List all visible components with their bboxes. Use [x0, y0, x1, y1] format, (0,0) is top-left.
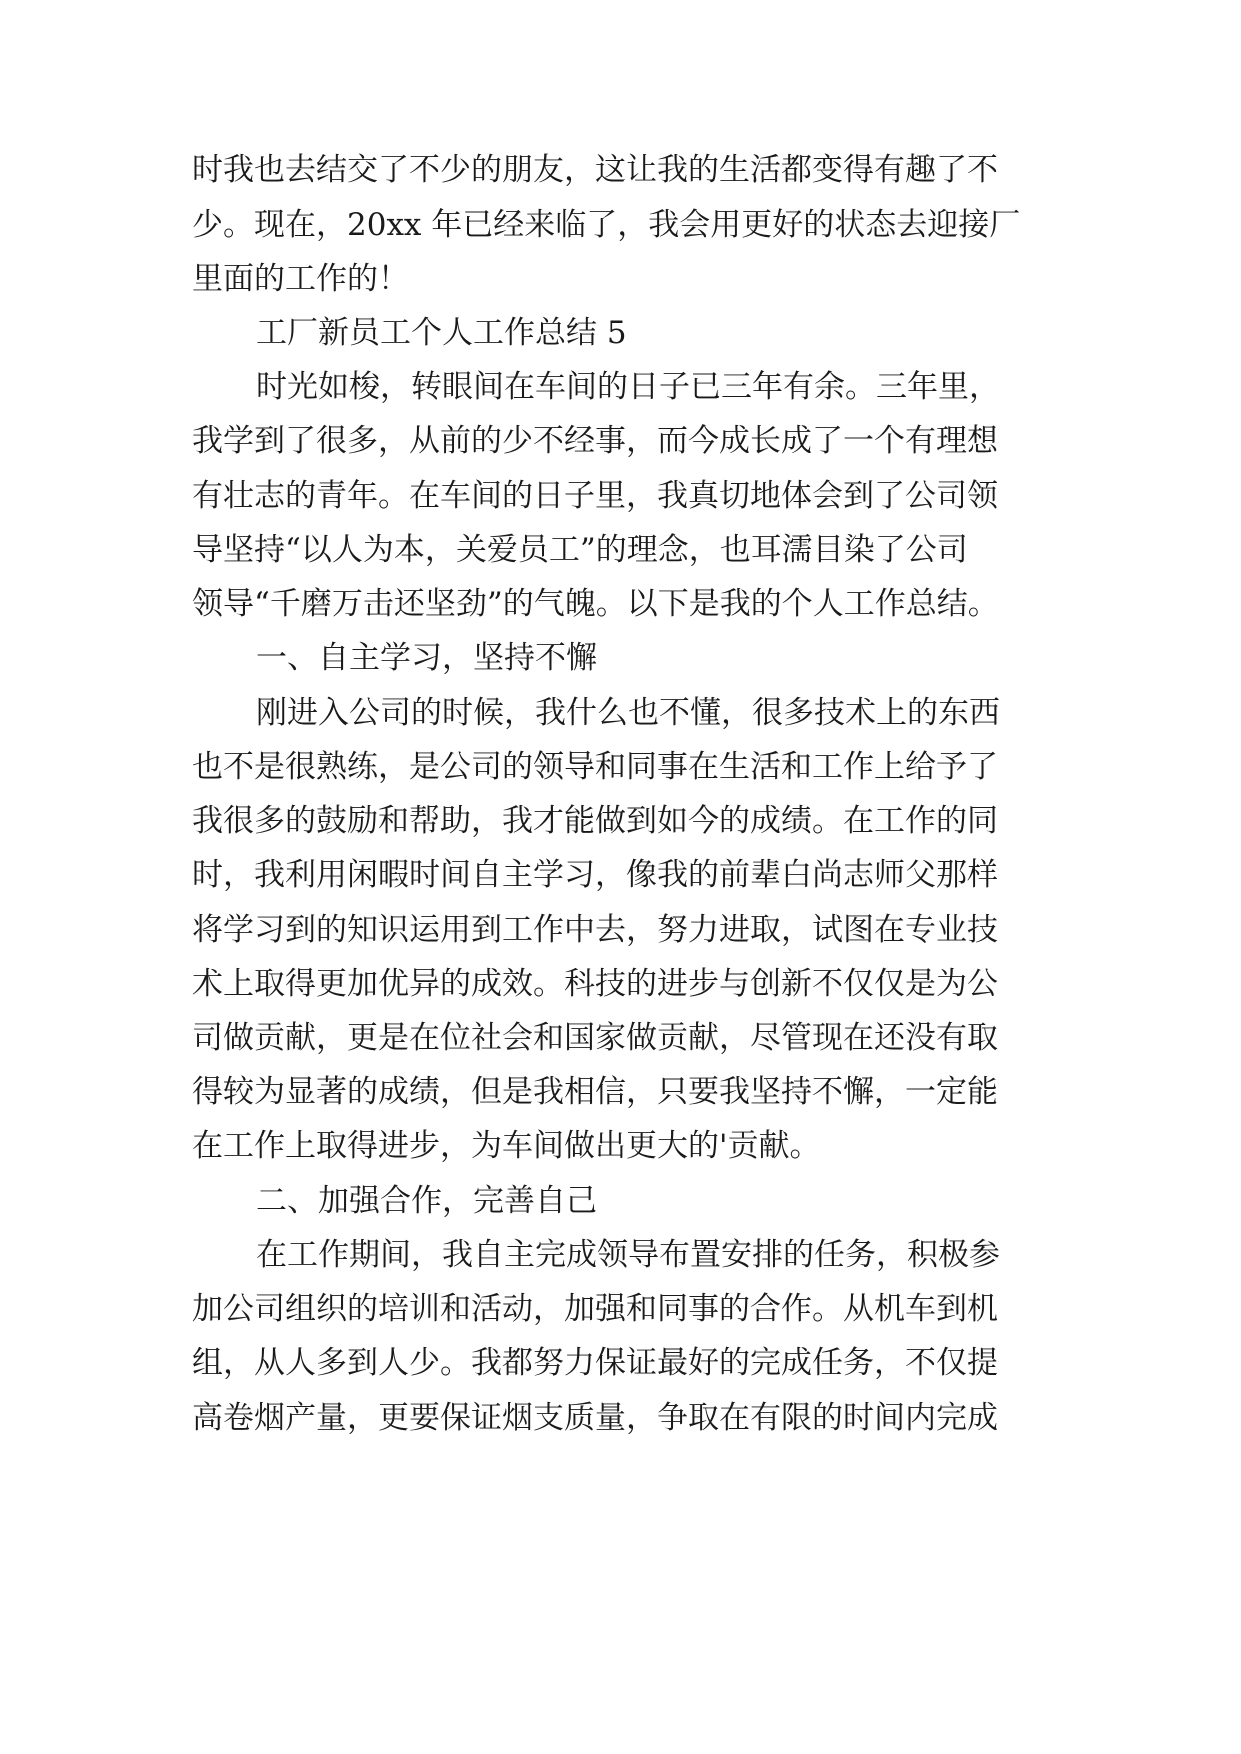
subsection-heading: 二、加强合作，完善自己: [256, 1183, 597, 1219]
text-line: 加公司组织的培训和活动，加强和同事的合作。从机车到机: [192, 1291, 998, 1327]
text-line: 导坚持“以人为本，关爱员工”的理念，也耳濡目染了公司: [192, 532, 968, 568]
text-line: 将学习到的知识运用到工作中去，努力进取，试图在专业技: [192, 912, 998, 948]
text-line: 领导“千磨万击还坚劲”的气魄。以下是我的个人工作总结。: [192, 586, 999, 622]
text-line: 术上取得更加优异的成效。科技的进步与创新不仅仅是为公: [192, 966, 998, 1002]
section-heading: 工厂新员工个人工作总结 5: [256, 315, 627, 351]
text-line: 里面的工作的！: [192, 261, 409, 297]
text-line: 刚进入公司的时候，我什么也不懂，很多技术上的东西: [256, 695, 1000, 731]
text-line: 我很多的鼓励和帮助，我才能做到如今的成绩。在工作的同: [192, 803, 998, 839]
subsection-heading: 一、自主学习，坚持不懈: [256, 640, 597, 676]
text-line: 我学到了很多，从前的少不经事，而今成长成了一个有理想: [192, 423, 998, 459]
text-line: 司做贡献，更是在位社会和国家做贡献，尽管现在还没有取: [192, 1020, 998, 1056]
text-line: 也不是很熟练，是公司的领导和同事在生活和工作上给予了: [192, 749, 998, 785]
text-line: 时我也去结交了不少的朋友，这让我的生活都变得有趣了不: [192, 152, 998, 188]
text-line: 在工作期间，我自主完成领导布置安排的任务，积极参: [256, 1237, 1000, 1273]
text-line: 少。现在，20xx 年已经来临了，我会用更好的状态去迎接厂: [192, 207, 1021, 243]
text-line: 组，从人多到人少。我都努力保证最好的完成任务，不仅提: [192, 1345, 998, 1381]
text-line: 时，我利用闲暇时间自主学习，像我的前辈白尚志师父那样: [192, 857, 998, 893]
text-line: 得较为显著的成绩，但是我相信，只要我坚持不懈，一定能: [192, 1074, 998, 1110]
text-line: 时光如梭，转眼间在车间的日子已三年有余。三年里，: [256, 369, 1000, 405]
text-line: 高卷烟产量，更要保证烟支质量，争取在有限的时间内完成: [192, 1400, 998, 1436]
text-line: 在工作上取得进步，为车间做出更大的'贡献。: [192, 1128, 821, 1164]
text-line: 有壮志的青年。在车间的日子里，我真切地体会到了公司领: [192, 478, 998, 514]
